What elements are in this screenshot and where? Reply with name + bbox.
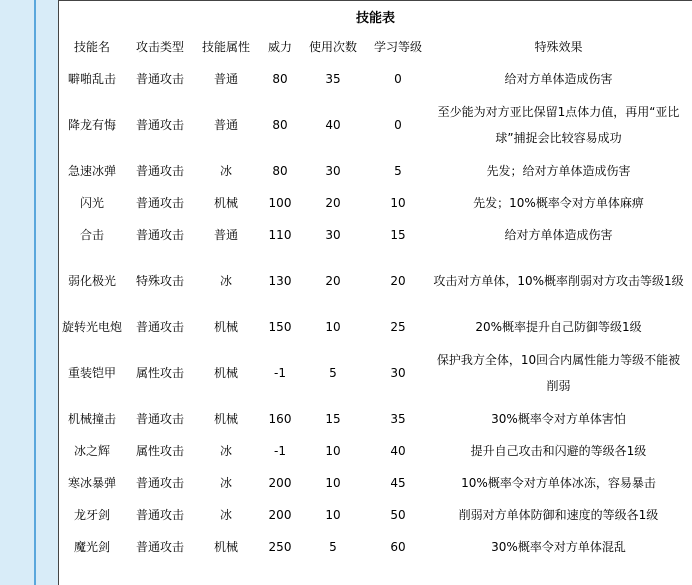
table-title: 技能表 — [355, 11, 395, 26]
skill-attribute: 机械 — [213, 320, 238, 334]
skill-name: 寒冰暴弹 — [67, 476, 116, 490]
power: 80 — [272, 164, 288, 178]
table-row — [59, 219, 684, 251]
attack-type: 普通攻击 — [135, 508, 184, 522]
skill-attribute: 冰 — [219, 444, 232, 458]
skill-attribute: 冰 — [219, 274, 232, 288]
learn-level: 10 — [390, 196, 406, 210]
uses: 20 — [325, 274, 341, 288]
skill-name: 合击 — [79, 228, 104, 242]
uses: 10 — [325, 476, 341, 490]
learn-level: 45 — [390, 476, 406, 490]
learn-level: 50 — [390, 508, 406, 522]
special-effect: 给对方单体造成伤害 — [504, 72, 613, 86]
header-uses: 使用次数 — [308, 40, 357, 54]
power: 110 — [268, 228, 292, 242]
skill-attribute: 普通 — [213, 72, 238, 86]
table-row — [59, 63, 684, 95]
skill-name: 闪光 — [79, 196, 104, 210]
special-effect: 保护我方全体，10回合内属性能力等级不能被削弱 — [436, 353, 681, 393]
skill-attribute: 普通 — [213, 118, 238, 132]
table-row — [59, 435, 684, 467]
attack-type: 普通攻击 — [135, 164, 184, 178]
uses: 5 — [329, 366, 337, 380]
power: 130 — [268, 274, 292, 288]
attack-type: 属性攻击 — [135, 444, 184, 458]
skill-table — [59, 31, 684, 563]
uses: 5 — [329, 540, 337, 554]
power: 100 — [268, 196, 292, 210]
skill-name: 龙牙剑 — [73, 508, 110, 522]
skill-name: 机械撞击 — [67, 412, 116, 426]
special-effect: 至少能为对方亚比保留1点体力值，再用“亚比球”捕捉会比较容易成功 — [437, 105, 680, 145]
learn-level: 35 — [390, 412, 406, 426]
special-effect: 削弱对方单体防御和速度的等级各1级 — [458, 508, 659, 522]
attack-type: 属性攻击 — [135, 366, 184, 380]
attack-type: 普通攻击 — [135, 412, 184, 426]
left-sidebar — [0, 0, 36, 585]
power: 80 — [272, 72, 288, 86]
power: -1 — [274, 444, 286, 458]
learn-level: 25 — [390, 320, 406, 334]
skill-name: 急速冰弹 — [67, 164, 116, 178]
header-skill-attribute: 技能属性 — [201, 40, 250, 54]
attack-type: 特殊攻击 — [135, 274, 184, 288]
uses: 10 — [325, 444, 341, 458]
learn-level: 40 — [390, 444, 406, 458]
skill-attribute: 冰 — [219, 164, 232, 178]
table-row — [59, 531, 684, 563]
power: 150 — [268, 320, 292, 334]
header-learn-level: 学习等级 — [373, 40, 422, 54]
table-row — [59, 403, 684, 435]
skill-attribute: 机械 — [213, 366, 238, 380]
skill-name: 重装铠甲 — [67, 366, 116, 380]
uses: 40 — [325, 118, 341, 132]
table-row — [59, 467, 684, 499]
skill-name: 降龙有悔 — [67, 118, 116, 132]
uses: 35 — [325, 72, 341, 86]
content-panel — [58, 0, 692, 585]
learn-level: 5 — [394, 164, 402, 178]
special-effect: 先发；10%概率令对方单体麻痹 — [473, 196, 644, 210]
special-effect: 30%概率令对方单体混乱 — [491, 540, 626, 554]
attack-type: 普通攻击 — [135, 476, 184, 490]
attack-type: 普通攻击 — [135, 228, 184, 242]
special-effect: 10%概率令对方单体冰冻，容易暴击 — [461, 476, 656, 490]
uses: 30 — [325, 164, 341, 178]
uses: 15 — [325, 412, 341, 426]
attack-type: 普通攻击 — [135, 320, 184, 334]
uses: 30 — [325, 228, 341, 242]
table-row — [59, 311, 684, 343]
table-row — [59, 155, 684, 187]
power: 160 — [268, 412, 292, 426]
uses: 10 — [325, 508, 341, 522]
learn-level: 30 — [390, 366, 406, 380]
skill-name: 冰之辉 — [73, 444, 110, 458]
special-effect: 给对方单体造成伤害 — [504, 228, 613, 242]
uses: 20 — [325, 196, 341, 210]
learn-level: 60 — [390, 540, 406, 554]
attack-type: 普通攻击 — [135, 72, 184, 86]
power: -1 — [274, 366, 286, 380]
skill-attribute: 冰 — [219, 508, 232, 522]
table-row — [59, 499, 684, 531]
table-row — [59, 95, 684, 155]
learn-level: 20 — [390, 274, 406, 288]
power: 80 — [272, 118, 288, 132]
power: 250 — [268, 540, 292, 554]
skill-attribute: 机械 — [213, 540, 238, 554]
special-effect: 30%概率令对方单体害怕 — [491, 412, 626, 426]
special-effect: 先发；给对方单体造成伤害 — [486, 164, 631, 178]
skill-name: 旋转光电炮 — [61, 320, 122, 334]
learn-level: 15 — [390, 228, 406, 242]
table-row — [59, 187, 684, 219]
special-effect: 提升自己攻击和闪避的等级各1级 — [470, 444, 647, 458]
skill-attribute: 机械 — [213, 196, 238, 210]
skill-attribute: 冰 — [219, 476, 232, 490]
learn-level: 0 — [394, 72, 402, 86]
header-skill-name: 技能名 — [73, 40, 110, 54]
skill-name: 魔光剑 — [73, 540, 110, 554]
power: 200 — [268, 476, 292, 490]
attack-type: 普通攻击 — [135, 196, 184, 210]
table-row — [59, 343, 684, 403]
header-power: 威力 — [267, 40, 292, 54]
skill-name: 噼啪乱击 — [67, 72, 116, 86]
header-special-effect: 特殊效果 — [534, 40, 583, 54]
attack-type: 普通攻击 — [135, 540, 184, 554]
power: 200 — [268, 508, 292, 522]
uses: 10 — [325, 320, 341, 334]
attack-type: 普通攻击 — [135, 118, 184, 132]
skill-name: 弱化极光 — [67, 274, 116, 288]
special-effect: 攻击对方单体，10%概率削弱对方攻击等级1级 — [433, 274, 684, 288]
table-header-row — [59, 31, 684, 63]
skill-attribute: 机械 — [213, 412, 238, 426]
header-attack-type: 攻击类型 — [135, 40, 184, 54]
skill-attribute: 普通 — [213, 228, 238, 242]
special-effect: 20%概率提升自己防御等级1级 — [475, 320, 642, 334]
table-row — [59, 251, 684, 311]
learn-level: 0 — [394, 118, 402, 132]
